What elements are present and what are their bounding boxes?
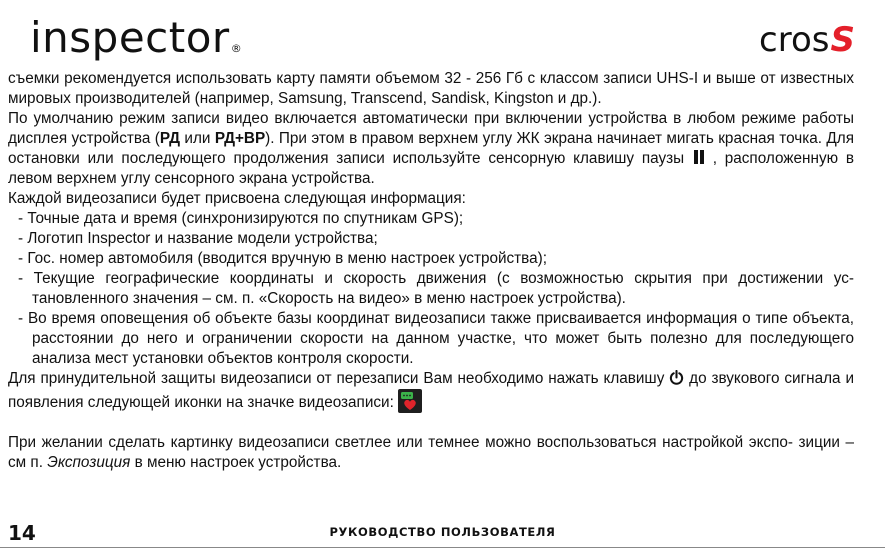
text-segment: или — [179, 130, 215, 147]
list-item: - Гос. номер автомобиля (вводится вручную в меню настроек устройства); — [8, 249, 854, 269]
inspector-logo — [30, 14, 242, 73]
info-list — [8, 209, 854, 369]
paragraph-exposure — [8, 433, 854, 473]
cross-logo-text: cros — [759, 20, 830, 60]
text-segment: до звукового сигнала и появления следующей иконки на значке видеозаписи: — [8, 370, 854, 411]
list-item: - Логотип Inspector и название модели устройства; — [8, 229, 854, 249]
text-segment: , расположенную в левом верхнем углу сенсорного экрана устройства. — [8, 150, 854, 187]
footer-divider — [0, 547, 885, 548]
pause-icon — [692, 150, 705, 164]
list-item: - Во время оповещения об объекте базы координат видеозаписи также присваивается информация о типе объекта, расстоянии до него и ограничении скорости на данном участке, что может быть полезно для последующего анализа мест установки объектов контроля скорости. — [8, 309, 854, 369]
protected-record-icon — [398, 389, 422, 413]
power-icon — [669, 370, 684, 385]
paragraph-protect-record — [8, 369, 854, 413]
footer-title: РУКОВОДСТВО ПОЛЬЗОВАТЕЛЯ — [329, 525, 556, 539]
page-number: 14 — [8, 521, 36, 545]
cross-logo-accent: S — [830, 20, 855, 60]
mode-rd-vr: РД+ВР — [214, 130, 266, 147]
paragraph-info-intro: Каждой видеозаписи будет присвоена следующая информация: — [8, 190, 466, 207]
text-segment: При желании сделать картинку видеозаписи светлее или темнее можно воспользоваться настройкой экспо- зиции – см п. — [8, 434, 854, 471]
paragraph-memory-card: съемки рекомендуется использовать карту памяти объемом 32 - 256 Гб с классом записи UHS-I и выше от известных мировых производителей (например, Samsung, Transcend, Sandisk, Kingston и др.). — [8, 70, 854, 107]
text-segment: По умолчанию режим записи видео включается автоматически при включении устройства в любом режиме работы дисплея устройства ( — [8, 110, 854, 147]
exposure-setting-name: Экспозиция — [47, 454, 131, 471]
list-item: - Текущие географические координаты и скорость движения (с возможностью скрытия при достижении ус- тановленного значения – см. п. «Скорость на видео» в меню настроек устройства). — [8, 269, 854, 309]
mode-rd: РД — [159, 130, 180, 147]
page-content — [8, 69, 854, 473]
spacer — [8, 413, 854, 433]
text-segment: в меню настроек устройства. — [130, 454, 342, 471]
page-header — [0, 0, 885, 70]
paragraph-record-mode — [8, 109, 854, 189]
inspector-logo-text: inspector — [30, 13, 230, 62]
registered-mark: ® — [230, 42, 243, 55]
text-segment: ). При этом в правом верхнем углу ЖК экрана начинает мигать красная точка. Для остановки или последующего продолжения записи используйте сенсорную клавишу паузы — [8, 130, 854, 167]
text-segment: Для принудительной защиты видеозаписи от перезаписи Вам необходимо нажать клавишу — [8, 370, 670, 387]
list-item: - Точные дата и время (синхронизируются по спутникам GPS); — [8, 209, 854, 229]
cross-logo — [759, 20, 855, 60]
